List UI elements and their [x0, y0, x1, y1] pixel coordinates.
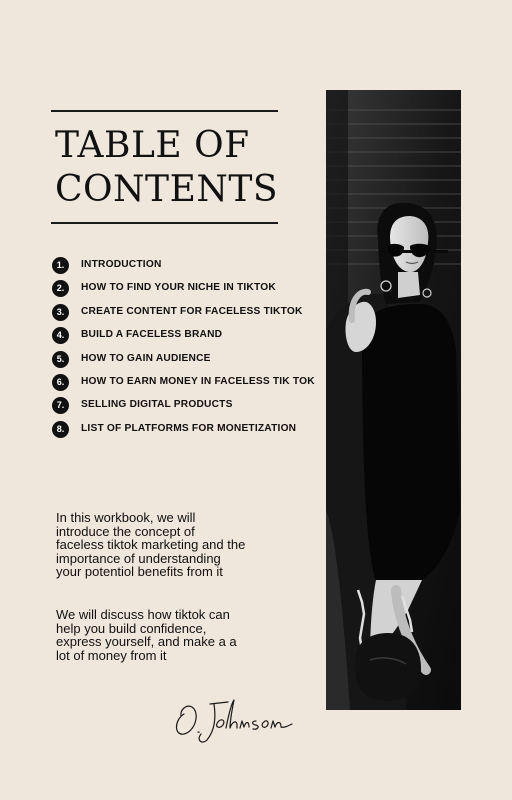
toc-label: HOW TO FIND YOUR NICHE IN TIKTOK — [81, 282, 276, 294]
toc-label: HOW TO EARN MONEY IN FACELESS TIK TOK — [81, 375, 315, 387]
signature-script — [170, 690, 300, 746]
page-title-line-1: TABLE OF — [55, 125, 250, 166]
benefits-paragraph: We will discuss how tiktok can help you build confidence, express yourself, and make a a lot of money from it — [56, 607, 237, 663]
toc-label: SELLING DIGITAL PRODUCTS — [81, 399, 233, 411]
toc-label: CREATE CONTENT FOR FACELESS TIKTOK — [81, 305, 303, 317]
title-rule-top — [51, 110, 278, 112]
toc-number-badge: 6. — [52, 374, 69, 391]
toc-number-badge: 1. — [52, 257, 69, 274]
toc-label: LIST OF PLATFORMS FOR MONETIZATION — [81, 422, 297, 434]
toc-number-badge: 5. — [52, 351, 69, 368]
toc-label: INTRODUCTION — [81, 259, 162, 270]
page-title-line-2: CONTENTS — [55, 169, 279, 210]
page-title — [55, 124, 315, 212]
fashion-photo — [326, 90, 461, 710]
toc-number-badge: 3. — [52, 304, 69, 321]
toc-label: HOW TO GAIN AUDIENCE — [81, 352, 211, 364]
toc-number-badge: 8. — [52, 421, 69, 438]
toc-number-badge: 7. — [52, 397, 69, 414]
toc-label: BUILD A FACELESS BRAND — [81, 329, 223, 341]
title-rule-bottom — [51, 222, 278, 224]
toc-number-badge: 2. — [52, 280, 69, 297]
intro-paragraph: In this workbook, we will introduce the concept of faceless tiktok marketing and the importance of understanding your potentiol benefits from it — [56, 510, 246, 579]
toc-number-badge: 4. — [52, 327, 69, 344]
